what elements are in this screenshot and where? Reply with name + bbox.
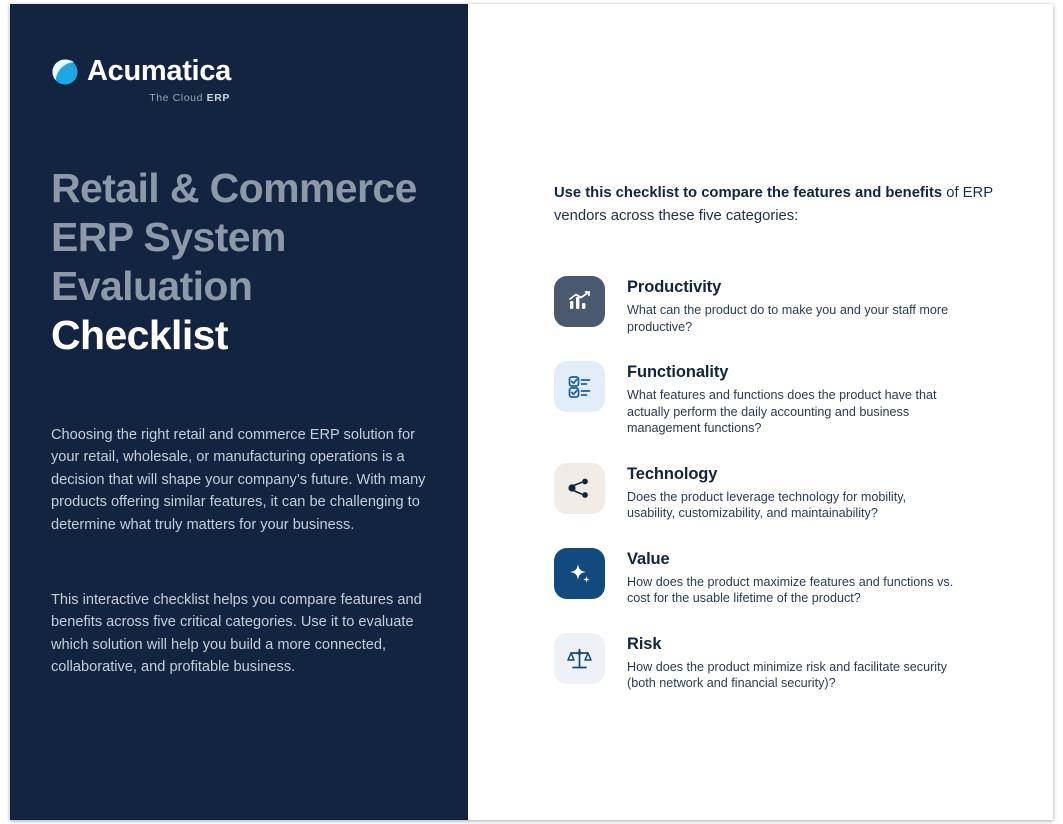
category-item-risk (554, 633, 1024, 692)
category-text (627, 548, 957, 607)
title-line-2: ERP System (51, 214, 286, 260)
logo-row (51, 57, 231, 86)
brand-name: Acumatica (87, 55, 231, 87)
checklist-icon (554, 361, 605, 412)
document-body (10, 4, 1053, 820)
bar-chart-trend-icon (554, 276, 605, 327)
category-text (627, 276, 957, 335)
category-title: Functionality (627, 363, 729, 381)
scales-balance-icon (554, 633, 605, 684)
brand-logo (51, 57, 231, 104)
cover-right-panel (468, 4, 1053, 820)
intro-bold: Use this checklist to compare the features and benefits (554, 185, 943, 201)
category-text (627, 361, 957, 437)
title-line-1: Retail & Commerce (51, 165, 417, 211)
cover-paragraph-1: Choosing the right retail and commerce ERP solution for your retail, wholesale, or manufacturing operations is a decision that will shape your company’s future. With many products offering similar features, it can be challenging to determine what truly matters for your business. (51, 426, 426, 533)
category-item-technology (554, 463, 1024, 522)
cover-title (51, 164, 451, 360)
category-item-productivity (554, 276, 1024, 335)
category-description: What can the product do to make you and your staff more productive? (627, 303, 949, 334)
acumatica-logo-icon (51, 58, 79, 86)
title-line-3: Evaluation (51, 263, 253, 309)
sparkle-icon (554, 548, 605, 599)
brand-tagline-light: The Cloud (149, 92, 207, 104)
category-title: Technology (627, 464, 718, 483)
network-nodes-icon (554, 463, 605, 514)
category-description: Does the product leverage technology for mobility, usability, customizability, and maintainability? (627, 489, 907, 520)
category-item-functionality (554, 361, 1024, 437)
category-text (627, 463, 957, 522)
cover-left-panel (10, 4, 468, 820)
category-text (627, 633, 957, 692)
intro-rest: of ERP vendors across these five categories: (554, 185, 993, 224)
category-list (554, 276, 1024, 718)
category-item-value (554, 548, 1024, 607)
title-line-4: Checklist (51, 312, 228, 358)
category-title: Value (627, 549, 670, 568)
intro-text (554, 182, 1009, 228)
cover-paragraph-2: This interactive checklist helps you compare features and benefits across five critical categories. Use it to evaluate which solution will help you build a more connected, collaborative, and profitable business. (51, 591, 422, 676)
brand-tagline (149, 92, 230, 104)
category-description: How does the product maximize features and functions vs. cost for the usable lifetime of the product? (627, 574, 954, 605)
brand-tagline-bold: ERP (206, 92, 230, 104)
category-title: Productivity (627, 278, 722, 296)
category-description: How does the product minimize risk and facilitate security (both network and financial security)? (627, 659, 947, 690)
category-title: Risk (627, 634, 662, 653)
category-description: What features and functions does the product have that actually perform the daily accounting and business management functions? (627, 388, 937, 435)
